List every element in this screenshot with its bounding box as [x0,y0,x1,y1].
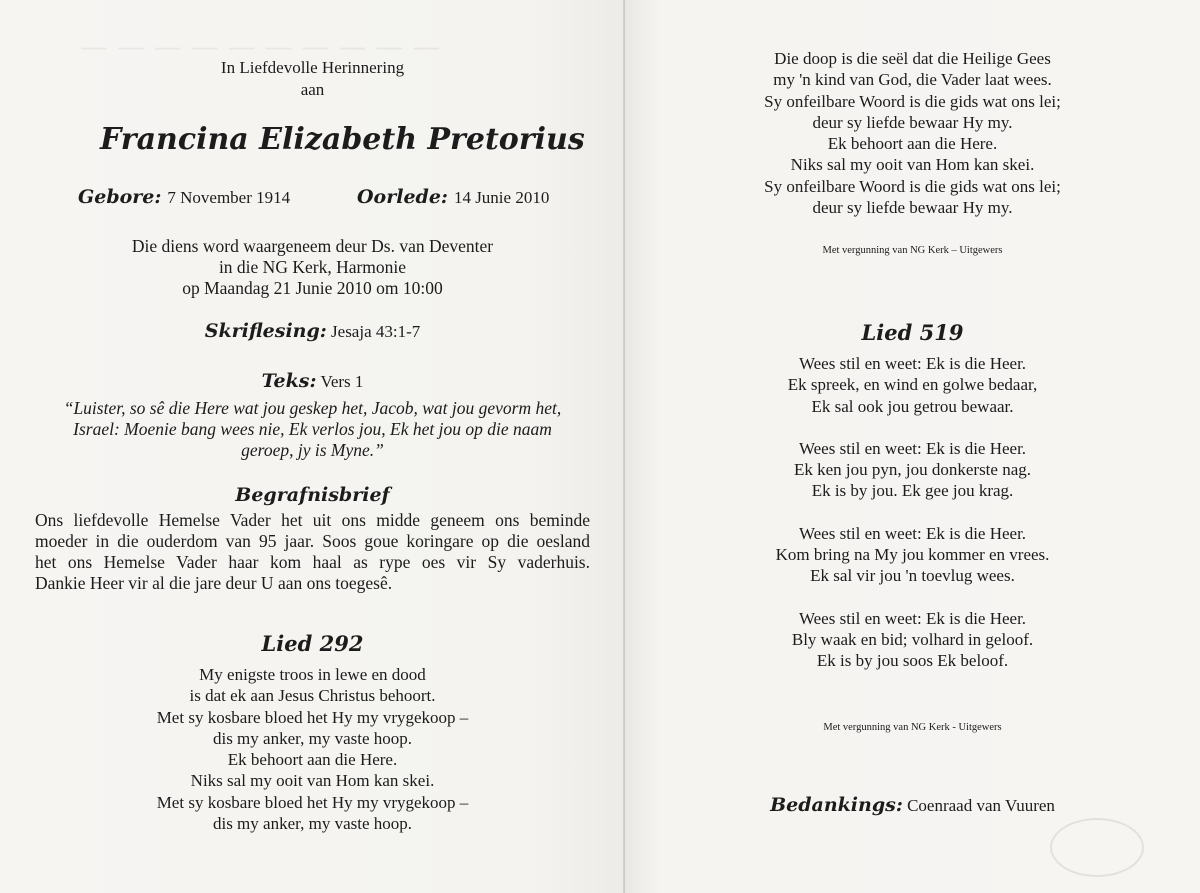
hymn-line: Niks sal my ooit van Hom kan skei. [790,155,1035,175]
letter-line: het ons Hemelse Vader haar kom haal as rype oes vir Sy vaderhuis. [35,552,590,572]
service-line: Die diens word waargeneem deur Ds. van Deventer [131,236,494,256]
hymn-line: Die doop is die seël dat die Heilige Gees [774,49,1051,68]
service-details [0,236,625,299]
thanks-label: Bedankings: [770,794,903,816]
letter-line: moeder in die ouderdom van 95 jaar. Soos goue koringare op die oesland [35,531,590,551]
died-label: Oorlede: [357,186,448,208]
hymn-line: Ek spreek, en wind en golwe bedaar, [787,375,1038,395]
reading-value: Jesaja 43:1-7 [331,322,421,341]
service-line: in die NG Kerk, Harmonie [218,257,407,277]
text-label: Teks: [261,370,317,392]
hymn-line: my 'n kind van God, die Vader laat wees. [773,70,1052,90]
hymn-line: Met sy kosbare bloed het Hy my vrygekoop – [156,792,469,812]
hymn-line: dis my anker, my vaste hoop. [212,814,413,834]
hymn-line: Wees stil en weet: Ek is die Heer. [798,354,1027,373]
hymn-line: Ek behoort aan die Here. [227,750,398,770]
hymn-292-heading: Lied 292 [261,631,364,656]
stanza [625,608,1200,672]
quote-line: geroep, jy is Myne.” [241,440,384,460]
hymn-line: Sy onfeilbare Woord is die gids wat ons lei; [764,176,1061,196]
intro-line-1: In Liefdevolle Herinnering [220,58,405,77]
hymn-line: Bly waak en bid; volhard in geloof. [791,629,1034,649]
show-through-stamp [1050,818,1144,877]
hymn-line: is dat ek aan Jesus Christus behoort. [189,686,436,706]
deceased-name: Francina Elizabeth Pretorius [100,122,585,157]
hymn-292-continued [625,48,1200,218]
hymn-line: Sy onfeilbare Woord is die gids wat ons lei; [764,91,1061,111]
intro-line-2: aan [300,80,325,99]
hymn-line: My enigste troos in lewe en dood [199,665,426,684]
stanza [625,523,1200,587]
text-value: Vers 1 [320,372,364,391]
reading-label: Skriflesing: [204,320,327,342]
intro [0,57,625,101]
birth-date-line [78,186,290,208]
death-date-line [357,186,549,208]
stanza [625,353,1200,417]
stanza [625,438,1200,502]
show-through-text: — — — — — — — — — — [80,30,441,63]
hymn-519-heading: Lied 519 [861,320,964,345]
hymn-line: Kom bring na My jou kommer en vrees. [775,545,1050,565]
letter-line: Dankie Heer vir al die jare deur U aan ons toegesê. [35,573,393,593]
letter-heading: Begrafnisbrief [235,484,390,506]
hymn-line: Wees stil en weet: Ek is die Heer. [798,608,1027,628]
hymn-line: Ek is by jou soos Ek beloof. [816,651,1009,671]
hymn-line: Ek sal ook jou getrou bewaar. [811,396,1014,416]
hymn-line: Wees stil en weet: Ek is die Heer. [798,438,1027,458]
bible-quote [0,398,625,461]
acknowledgements [625,794,1200,816]
service-line: op Maandag 21 Junie 2010 om 10:00 [182,278,443,298]
text-reference [0,370,625,392]
scripture-reading [0,320,625,342]
hymn-line: dis my anker, my vaste hoop. [212,728,413,748]
quote-line: “Luister, so sê die Here wat jou geskep het, Jacob, wat jou gevorm het, [63,398,562,418]
quote-line: Israel: Moenie bang wees nie, Ek verlos jou, Ek het jou op die naam [73,419,552,439]
hymn-line: Ek sal vir jou 'n toevlug wees. [810,566,1015,586]
hymn-line: Ek behoort aan die Here. [827,134,998,154]
right-page [625,0,1200,893]
born-label: Gebore: [78,186,162,208]
hymn-line: Ek ken jou pyn, jou donkerste nag. [793,460,1031,480]
hymn-line: Niks sal my ooit van Hom kan skei. [190,771,435,791]
hymn-519-lyrics [625,353,1200,693]
hymn-292-lyrics [0,664,625,834]
hymn-line: deur sy liefde bewaar Hy my. [812,198,1013,218]
hymn-line: Wees stil en weet: Ek is die Heer. [798,523,1027,543]
thanks-value: Coenraad van Vuuren [907,796,1055,815]
hymn-line: Met sy kosbare bloed het Hy my vrygekoop – [156,707,469,727]
funeral-letter [35,510,590,594]
died-date: 14 Junie 2010 [453,188,550,207]
letter-line: Ons liefdevolle Hemelse Vader het uit ons midde geneem ons beminde [35,510,590,530]
hymn-line: Ek is by jou. Ek gee jou krag. [811,481,1014,501]
credit-1: Met vergunning van NG Kerk – Uitgewers [822,245,1003,256]
hymn-line: deur sy liefde bewaar Hy my. [812,112,1013,132]
born-date: 7 November 1914 [167,188,291,207]
credit-2: Met vergunning van NG Kerk - Uitgewers [823,722,1002,733]
